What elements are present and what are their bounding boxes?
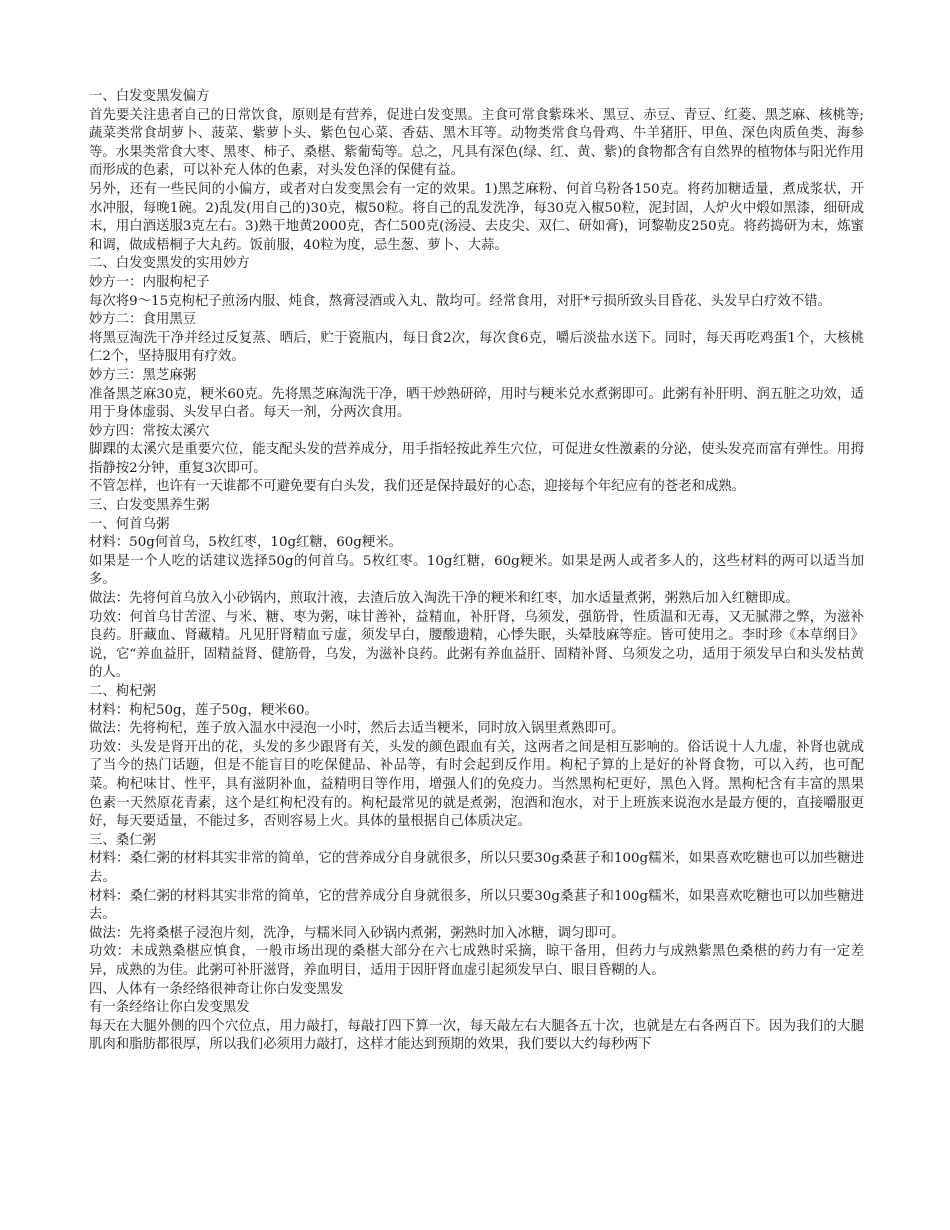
paragraph: 首先要关注患者自己的日常饮食，原则是有营养，促进白发变黑。主食可常食紫珠米、黑豆、赤豆、青豆、红菱、黑芝麻、核桃等;蔬菜类常食胡萝卜、菠菜、紫萝卜头、紫色包心菜、香菇、黑木耳等。动物类常食乌骨鸡、牛羊猪肝、甲鱼、深色肉质鱼类、海参等。水果类常食大枣、黑枣、柿子、桑椹、紫葡萄等。总之，凡具有深色(绿、红、黄、紫)的食物都含有自然界的植物体与阳光作用而形成的色素，可以补充人体的色素，对头发色泽的保健有益。 bbox=[89, 107, 864, 179]
paragraph: 做法：先将桑椹子浸泡片刻，洗净，与糯米同入砂锅内煮粥，粥熟时加入冰糖，调匀即可。 bbox=[89, 925, 625, 941]
section-heading: 一、白发变黑发偏方 bbox=[89, 89, 210, 104]
subheading: 妙方二：食用黑豆 bbox=[89, 312, 197, 328]
subheading: 三、桑仁粥 bbox=[89, 832, 156, 848]
paragraph: 脚踝的太溪穴是重要穴位，能支配头发的营养成分，用手指轻按此养生穴位，可促进女性激素的分泌，使头发亮而富有弹性。用拇指静按2分钟，重复3次即可。 bbox=[89, 442, 864, 476]
paragraph: 做法：先将何首乌放入小砂锅内，煎取汁液，去渣后放入淘洗干净的粳米和红枣，加水适量煮粥，粥熟后加入红糖即成。 bbox=[89, 591, 799, 607]
paragraph: 功效：头发是肾开出的花，头发的多少跟肾有关，头发的颜色跟血有关，这两者之间是相互影响的。俗话说十人九虚，补肾也就成了当今的热门话题，但是不能盲目的吃保健品、补品等，有时会起到反作用。枸杞子算的上是好的补肾食物，可以入药，也可配菜。枸杞味甘、性平，具有滋阴补血，益精明目等作用，增强人们的免疫力。当然黑枸杞更好，黑色入肾。黑枸杞含有丰富的黑果色素一天然原花青素，这个是红枸杞没有的。枸杞最常见的就是煮粥，泡酒和泡水，对于上班族来说泡水是最方便的，直接嚼服更好，每天要适量，不能过多，否则容易上火。具体的量根据自己体质决定。 bbox=[89, 739, 864, 830]
paragraph: 每天在大腿外侧的四个穴位点，用力敲打，每敲打四下算一次，每天敲左右大腿各五十次，也就是左右各两百下。因为我们的大腿肌肉和脂肪都很厚，所以我们必须用力敲打，这样才能达到预期的效果，我们要以大约每秒两下 bbox=[89, 1018, 864, 1053]
subheading: 妙方一：内服枸杞子 bbox=[89, 274, 210, 290]
section-heading: 二、白发变黑发的实用妙方 bbox=[89, 256, 250, 272]
paragraph: 准备黑芝麻30克，粳米60克。先将黑芝麻淘洗干净，晒干炒熟研碎，用时与粳米兑水煮粥即可。此粥有补肝明、润五脏之功效，适用于身体虚弱、头发早白者。每天一剂，分两次食用。 bbox=[89, 386, 864, 421]
paragraph: 每次将9～15克枸杞子煎汤内服、炖食，熬膏浸酒或入丸、散均可。经常食用，对肝*亏损所致头目昏花、头发早白疗效不错。 bbox=[89, 293, 831, 309]
subheading: 有一条经络让你白发变黑发 bbox=[89, 1000, 250, 1016]
paragraph: 不管怎样，也许有一天谁都不可避免要有白头发，我们还是保持最好的心态，迎接每个年纪应有的苍老和成熟。 bbox=[89, 479, 746, 495]
paragraph: 功效：未成熟桑椹应慎食，一般市场出现的桑椹大部分在六七成熟时采摘，晾干备用，但药力与成熟紫黑色桑椹的药力有一定差异，成熟的为佳。此粥可补肝滋肾，养血明目，适用于因肝肾血虚引起须发早白、眼目昏糊的人。 bbox=[89, 944, 864, 978]
subheading: 一、何首乌粥 bbox=[89, 516, 170, 532]
paragraph: 如果是一个人吃的话建议选择50g的何首乌。5枚红枣。10g红糖，60g粳米。如果是两人或者多人的，这些材料的两可以适当加多。 bbox=[89, 553, 864, 588]
subheading: 妙方四：常按太溪穴 bbox=[89, 423, 210, 439]
document-body bbox=[89, 88, 864, 1055]
paragraph: 另外，还有一些民间的小偏方，或者对白发变黑会有一定的效果。1)黑芝麻粉、何首乌粉各150克。将药加糖适量，煮成浆状，开水冲服，每晚1碗。2)乱发(用自己的)30克，椒50粒。将自己的乱发洗净，每30克入椒50粒，泥封固，人炉火中煅如黑漆，细研成末，用白酒送服3克左右。3)熟干地黄2000克，杏仁500克(汤浸、去皮尖、双仁、研如膏)，诃黎勒皮250克。将药捣研为末，炼蜜和调，做成梧桐子大丸药。饭前服，40粒为度，忌生葱、萝卜、大蒜。 bbox=[89, 181, 864, 253]
paragraph: 材料：50g何首乌，5枚红枣，10g红糖，60g粳米。 bbox=[89, 535, 402, 551]
paragraph: 做法：先将枸杞，莲子放入温水中浸泡一小时，然后去适当粳米，同时放入锅里煮熟即可。 bbox=[89, 721, 625, 737]
paragraph: 材料：桑仁粥的材料其实非常的简单，它的营养成分自身就很多，所以只要30g桑葚子和100g糯米，如果喜欢吃糖也可以加些糖进去。 bbox=[89, 851, 864, 885]
paragraph: 将黑豆淘洗干净并经过反复蒸、晒后，贮于瓷瓶内，每日食2次，每次食6克，嚼后淡盐水送下。同时，每天再吃鸡蛋1个，大核桃仁2个，坚持服用有疗效。 bbox=[89, 330, 864, 365]
paragraph: 材料：枸杞50g，莲子50g，粳米60。 bbox=[89, 702, 318, 718]
paragraph: 功效：何首乌甘苦涩、与米、糖、枣为粥，味甘善补，益精血，补肝肾，乌须发，强筋骨，性质温和无毒，又无腻滞之弊，为滋补良药。肝藏血、肾藏精。凡见肝肾精血亏虚，须发早白，腰酸遗精，心悸失眠，头晕肢麻等症。皆可使用之。李时珍《本草纲目》说，它“养血益肝，固精益肾、健筋骨，乌发，为滋补良药。此粥有养血益肝、固精补肾、乌须发之功，适用于须发早白和头发枯黄的人。 bbox=[89, 609, 864, 681]
section-heading: 四、人体有一条经络很神奇让你白发变黑发 bbox=[89, 981, 344, 997]
section-heading: 三、白发变黑养生粥 bbox=[89, 498, 210, 514]
subheading: 二、枸杞粥 bbox=[89, 684, 156, 699]
subheading: 妙方三：黑芝麻粥 bbox=[89, 367, 197, 383]
paragraph: 材料：桑仁粥的材料其实非常的简单，它的营养成分自身就很多，所以只要30g桑葚子和100g糯米，如果喜欢吃糖也可以加些糖进去。 bbox=[89, 888, 864, 923]
